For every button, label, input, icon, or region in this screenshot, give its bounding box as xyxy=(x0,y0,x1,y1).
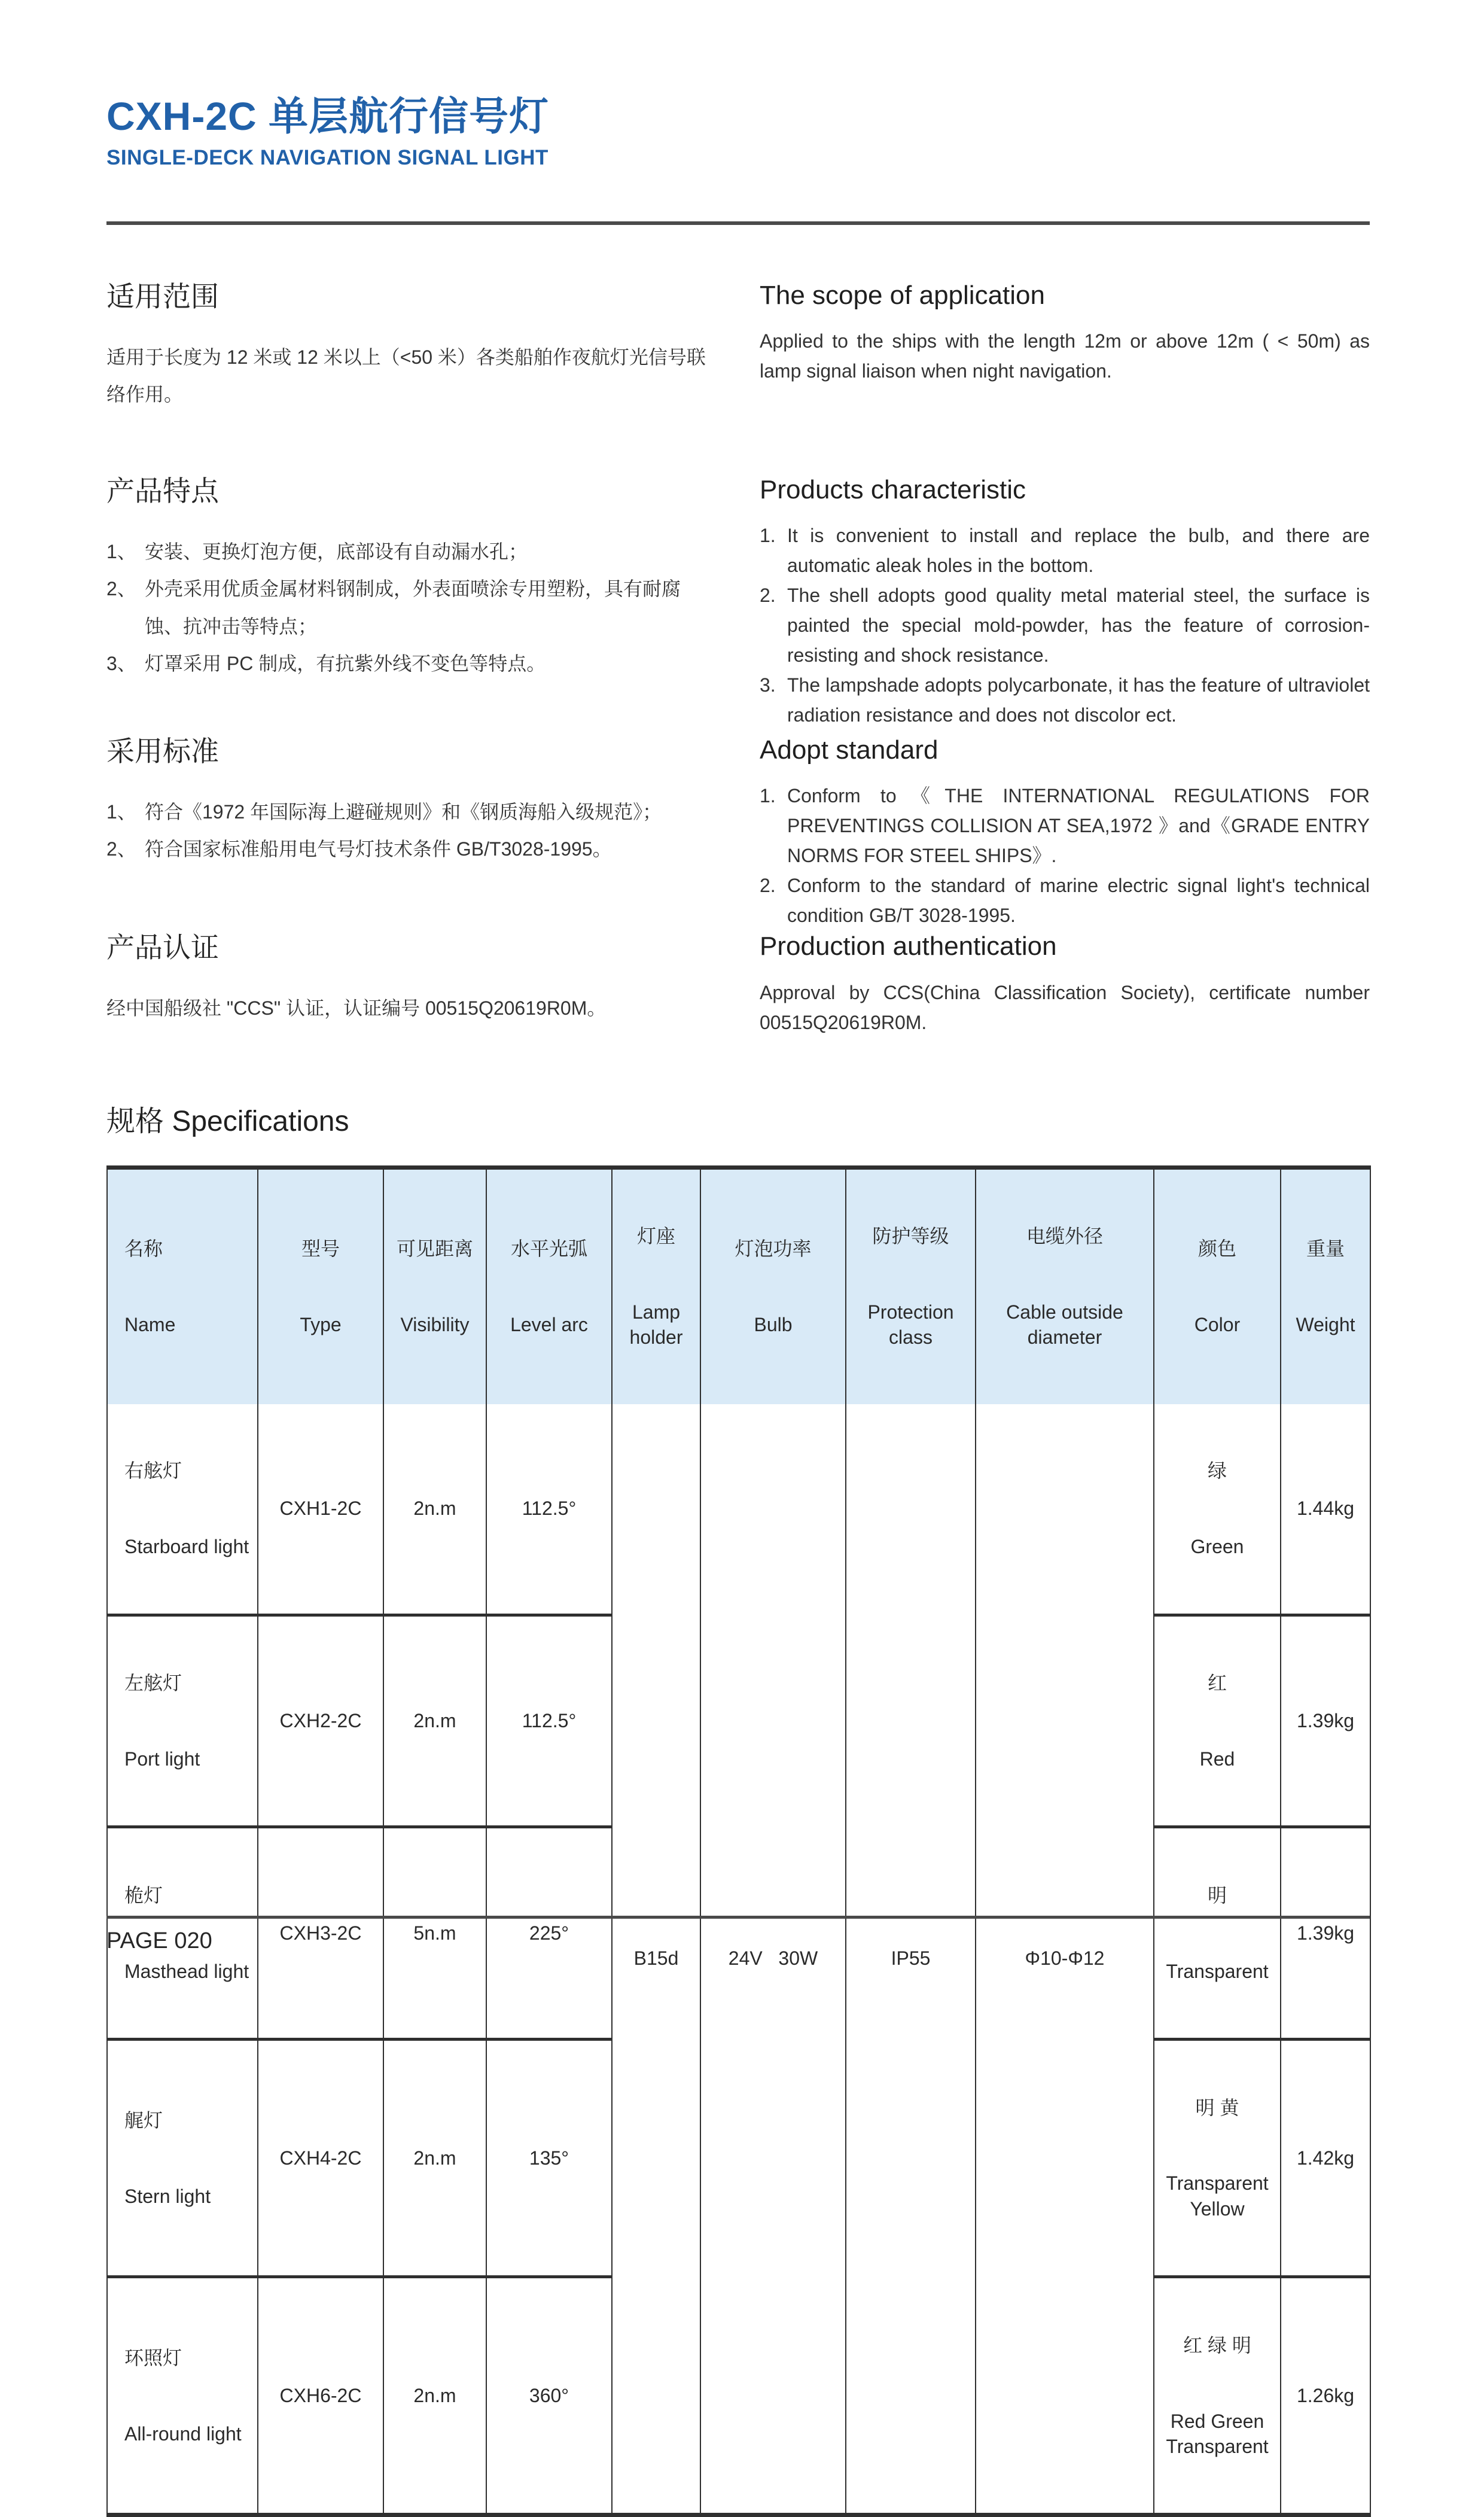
cell-level-arc: 112.5° xyxy=(486,1404,612,1615)
cell-type: CXH1-2C xyxy=(258,1404,383,1615)
name-zh: 右舷灯 xyxy=(124,1460,182,1482)
section-scope-en xyxy=(760,280,1370,474)
cell-visibility: 2n.m xyxy=(383,2040,486,2277)
cell-name xyxy=(107,2040,258,2277)
content-columns xyxy=(106,280,1370,1104)
cell-cable: Φ10-Φ12 xyxy=(976,1404,1154,2515)
cell-weight: 1.26kg xyxy=(1281,2277,1370,2515)
page-header xyxy=(106,95,1370,225)
color-zh: 绿 xyxy=(1207,1460,1227,1482)
cell-color xyxy=(1154,1404,1281,1615)
cell-level-arc: 360° xyxy=(486,2277,612,2515)
section-title: 产品认证 xyxy=(106,931,219,963)
name-zh: 艉灯 xyxy=(124,2109,163,2131)
item-number: 2. xyxy=(760,875,776,897)
name-en: Stern light xyxy=(124,2185,211,2207)
section-scope-zh xyxy=(106,280,711,474)
item-text: 符合《1972 年国际海上避碰规则》和《钢质海船入级规范》； xyxy=(145,801,662,823)
cell-level-arc: 135° xyxy=(486,2040,612,2277)
name-en: Starboard light xyxy=(124,1535,249,1557)
header-zh: 名称 xyxy=(124,1238,163,1260)
cell-visibility: 2n.m xyxy=(383,1615,486,1827)
section-title: Production authentication xyxy=(760,931,1057,961)
list-item xyxy=(106,830,711,868)
section-body: 适用于长度为 12 米或 12 米以上（<50 米）各类船舶作夜航灯光信号联络作用。 xyxy=(106,346,706,406)
item-number: 1. xyxy=(760,785,776,807)
cell-name xyxy=(107,1615,258,1827)
header-zh: 型号 xyxy=(301,1238,340,1260)
section-title: 采用标准 xyxy=(106,735,219,767)
section-cert-en xyxy=(760,931,1370,1104)
standards-list xyxy=(106,793,711,868)
col-header-name xyxy=(107,1167,258,1404)
cell-level-arc: 112.5° xyxy=(486,1615,612,1827)
header-zh: 电缆外径 xyxy=(1026,1225,1103,1247)
list-item xyxy=(106,570,711,645)
name-en: All-round light xyxy=(124,2422,242,2445)
specifications-title: 规格 Specifications xyxy=(106,1105,349,1137)
item-text: The lampshade adopts polycarbonate, it has the feature of ultraviolet radiation resistance and does not discolor ect. xyxy=(787,674,1370,726)
header-zh: 防护等级 xyxy=(872,1225,949,1247)
list-item xyxy=(106,533,711,570)
item-number: 1. xyxy=(760,525,776,547)
header-en: Lamp holder xyxy=(629,1301,685,1348)
section-standards-zh xyxy=(106,735,711,931)
specifications-table xyxy=(106,1165,1371,2517)
cell-type: CXH3-2C xyxy=(258,1827,383,2040)
list-item xyxy=(760,781,1370,871)
col-header-color xyxy=(1154,1167,1281,1404)
cell-visibility: 2n.m xyxy=(383,2277,486,2515)
header-zh: 灯泡功率 xyxy=(735,1238,812,1260)
item-text: 符合国家标准船用电气号灯技术条件 GB/T3028-1995。 xyxy=(145,838,612,860)
cell-bulb: 24V 30W xyxy=(700,1404,846,2515)
header-en: Protection class xyxy=(867,1301,959,1348)
cell-protection: IP55 xyxy=(846,1404,976,2515)
col-header-lamp-holder xyxy=(612,1167,700,1404)
item-text: 外壳采用优质金属材料钢制成，外表面喷涂专用塑粉，具有耐腐蚀、抗冲击等特点； xyxy=(145,578,681,637)
list-item xyxy=(760,671,1370,731)
name-en: Masthead light xyxy=(124,1960,249,1982)
cell-color xyxy=(1154,2040,1281,2277)
list-item xyxy=(106,793,711,830)
standards-list xyxy=(760,781,1370,931)
cell-color xyxy=(1154,1615,1281,1827)
section-body: Approval by CCS(China Classification Society), certificate number 00515Q20619R0M. xyxy=(760,981,1370,1033)
list-item xyxy=(106,645,711,682)
list-item xyxy=(760,581,1370,671)
header-divider xyxy=(106,221,1370,225)
section-cert-zh xyxy=(106,931,711,1104)
section-features-en xyxy=(760,474,1370,735)
name-en: Port light xyxy=(124,1748,200,1770)
item-text: It is convenient to install and replace the bulb, and there are automatic aleak holes in the bottom. xyxy=(787,525,1370,577)
color-zh: 红 xyxy=(1207,1672,1227,1694)
color-zh: 明 xyxy=(1207,1884,1227,1906)
name-zh: 左舷灯 xyxy=(124,1672,182,1694)
cell-lamp-holder: B15d xyxy=(612,1404,700,2515)
color-en: Red xyxy=(1199,1748,1235,1770)
list-item xyxy=(760,521,1370,581)
item-text: 灯罩采用 PC 制成，有抗紫外线不变色等特点。 xyxy=(145,653,546,675)
col-header-visibility xyxy=(383,1167,486,1404)
cell-visibility: 5n.m xyxy=(383,1827,486,2040)
col-header-cable xyxy=(976,1167,1154,1404)
color-en: Transparent Yellow xyxy=(1166,2172,1273,2220)
col-header-level-arc xyxy=(486,1167,612,1404)
section-title: 产品特点 xyxy=(106,474,219,507)
table-header-row xyxy=(107,1167,1370,1404)
item-number: 3、 xyxy=(106,653,136,675)
cell-name xyxy=(107,2277,258,2515)
section-title: Products characteristic xyxy=(760,474,1026,504)
item-number: 2、 xyxy=(106,838,136,860)
page-number: PAGE 020 xyxy=(106,1928,212,1953)
col-header-bulb xyxy=(700,1167,846,1404)
header-zh: 颜色 xyxy=(1197,1238,1236,1260)
name-zh: 桅灯 xyxy=(124,1884,163,1906)
cell-weight: 1.39kg xyxy=(1281,1615,1370,1827)
footer-divider xyxy=(106,1916,1370,1919)
header-zh: 灯座 xyxy=(636,1225,675,1247)
page-subtitle: SINGLE-DECK NAVIGATION SIGNAL LIGHT xyxy=(106,145,548,169)
color-zh: 明 黄 xyxy=(1195,2096,1239,2119)
item-number: 2、 xyxy=(106,578,136,600)
header-en: Cable outside diameter xyxy=(1006,1301,1129,1348)
section-standards-en xyxy=(760,735,1370,931)
section-title: Adopt standard xyxy=(760,735,938,765)
col-header-protection xyxy=(846,1167,976,1404)
color-en: Red Green Transparent xyxy=(1166,2410,1269,2457)
col-header-type xyxy=(258,1167,383,1404)
feature-list xyxy=(106,533,711,683)
list-item xyxy=(760,871,1370,931)
item-text: 安装、更换灯泡方便，底部设有自动漏水孔； xyxy=(145,540,528,562)
item-number: 2. xyxy=(760,585,776,607)
cell-visibility: 2n.m xyxy=(383,1404,486,1615)
header-zh: 水平光弧 xyxy=(510,1238,587,1260)
color-en: Transparent xyxy=(1166,1960,1269,1982)
page-title: CXH-2C 单层航行信号灯 xyxy=(106,94,550,138)
header-zh: 重量 xyxy=(1306,1238,1345,1260)
cell-weight: 1.39kg xyxy=(1281,1827,1370,2040)
cell-weight: 1.44kg xyxy=(1281,1404,1370,1615)
header-en: Type xyxy=(300,1313,342,1335)
header-en: Color xyxy=(1194,1313,1241,1335)
cell-type: CXH4-2C xyxy=(258,2040,383,2277)
section-title: 适用范围 xyxy=(106,280,219,312)
section-body: 经中国船级社 "CCS" 认证，认证编号 00515Q20619R0M。 xyxy=(106,997,607,1019)
header-zh: 可见距离 xyxy=(396,1238,473,1260)
feature-list xyxy=(760,521,1370,730)
item-number: 1、 xyxy=(106,801,136,823)
color-zh: 红 绿 明 xyxy=(1183,2334,1251,2356)
cell-type: CXH2-2C xyxy=(258,1615,383,1827)
cell-level-arc: 225° xyxy=(486,1827,612,2040)
header-en: Bulb xyxy=(754,1313,793,1335)
cell-weight: 1.42kg xyxy=(1281,2040,1370,2277)
color-en: Green xyxy=(1190,1535,1244,1557)
header-en: Weight xyxy=(1296,1313,1355,1335)
section-title: The scope of application xyxy=(760,280,1045,310)
section-body: Applied to the ships with the length 12m or above 12m ( < 50m) as lamp signal liaison when night navigation. xyxy=(760,330,1370,382)
cell-name xyxy=(107,1404,258,1615)
col-header-weight xyxy=(1281,1167,1370,1404)
item-text: Conform to《THE INTERNATIONAL REGULATIONS FOR PREVENTINGS COLLISION AT SEA,1972 》and《GRADE ENTRY NORMS FOR STEEL SHIPS》. xyxy=(787,785,1370,867)
item-text: Conform to the standard of marine electric signal light's technical condition GB/T 3028-1995. xyxy=(787,875,1370,927)
cell-color xyxy=(1154,2277,1281,2515)
item-number: 1、 xyxy=(106,540,136,562)
section-features-zh xyxy=(106,474,711,735)
page-footer xyxy=(106,1916,1370,1954)
table-row-starboard xyxy=(107,1404,1370,1615)
item-number: 3. xyxy=(760,674,776,696)
name-zh: 环照灯 xyxy=(124,2346,182,2369)
header-en: Visibility xyxy=(400,1313,470,1335)
header-en: Level arc xyxy=(510,1313,588,1335)
item-text: The shell adopts good quality metal material steel, the surface is painted the special mold-powder, has the feature of corrosion-resisting and shock resistance. xyxy=(787,585,1370,666)
cell-type: CXH6-2C xyxy=(258,2277,383,2515)
header-en: Name xyxy=(124,1313,176,1335)
